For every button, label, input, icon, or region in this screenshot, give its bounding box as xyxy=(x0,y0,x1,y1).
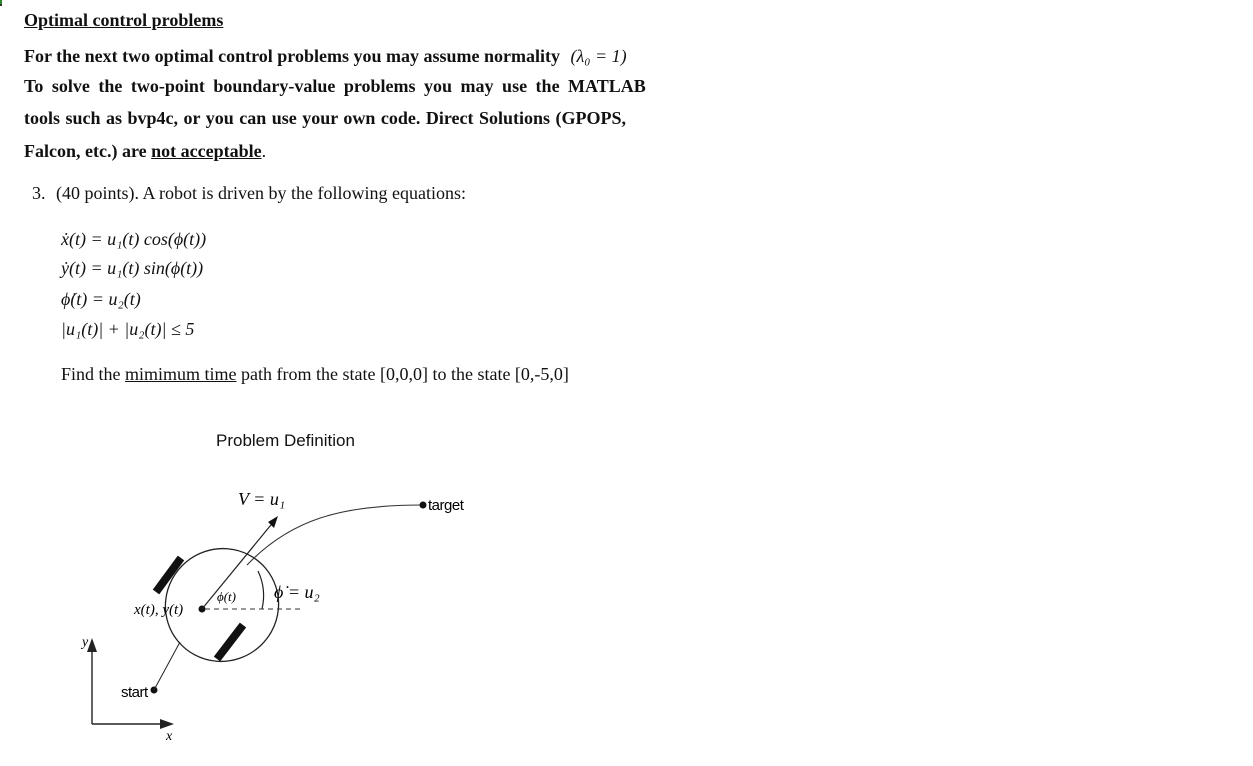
intro-line-4-suffix: . xyxy=(261,141,267,161)
figure-title: Problem Definition xyxy=(216,431,355,450)
start-label: start xyxy=(121,684,148,701)
problem-text: (40 points). A robot is driven by the following equations: xyxy=(56,183,466,203)
robot-wheel-right xyxy=(217,625,243,659)
velocity-label: V = u₁ xyxy=(238,489,286,509)
not-acceptable-text: not acceptable xyxy=(151,141,262,161)
intro-line-4-prefix: Falcon, etc.) are xyxy=(24,141,152,161)
minimum-time-text: mimimum time xyxy=(125,364,237,384)
equation-y: ẏ(t) = u₁(t) sin(ϕ(t)) xyxy=(61,258,204,278)
page-title: Optimal control problems xyxy=(24,10,224,30)
intro-line-2: To solve the two-point boundary-value problems you may use the MATLAB xyxy=(24,76,646,96)
find-suffix: path from the state [0,0,0] to the state [0,-5,0] xyxy=(236,364,569,384)
position-label: x(t), y(t) xyxy=(134,602,184,618)
y-axis-label: y xyxy=(82,635,89,650)
intro-line-1-text: For the next two optimal control problems you may assume normality xyxy=(24,46,560,66)
angular-rate-label: ϕ̇ = u₂ xyxy=(274,582,320,602)
y-axis-arrow xyxy=(87,638,97,652)
equation-constraint: |u₁(t)| + |u₂(t)| ≤ 5 xyxy=(61,319,195,339)
target-point xyxy=(420,502,427,509)
trajectory-curve xyxy=(247,505,422,565)
start-path xyxy=(154,642,180,690)
angle-label: ϕ(t) xyxy=(217,589,236,604)
x-axis-label: x xyxy=(166,729,173,744)
find-prefix: Find the xyxy=(61,364,126,384)
angle-arc xyxy=(258,571,264,609)
intro-line-3: tools such as bvp4c, or you can use your own code. Direct Solutions (GPOPS, xyxy=(24,108,627,128)
normality-math: (λ₀ = 1) xyxy=(570,46,627,66)
x-axis-arrow xyxy=(160,719,174,729)
problem-number: 3. xyxy=(32,183,46,203)
target-label: target xyxy=(428,497,464,514)
equation-x: ẋ(t) = u₁(t) cos(ϕ(t)) xyxy=(61,229,207,249)
equation-phi: ϕ̇(t) = u₂(t) xyxy=(61,289,141,309)
